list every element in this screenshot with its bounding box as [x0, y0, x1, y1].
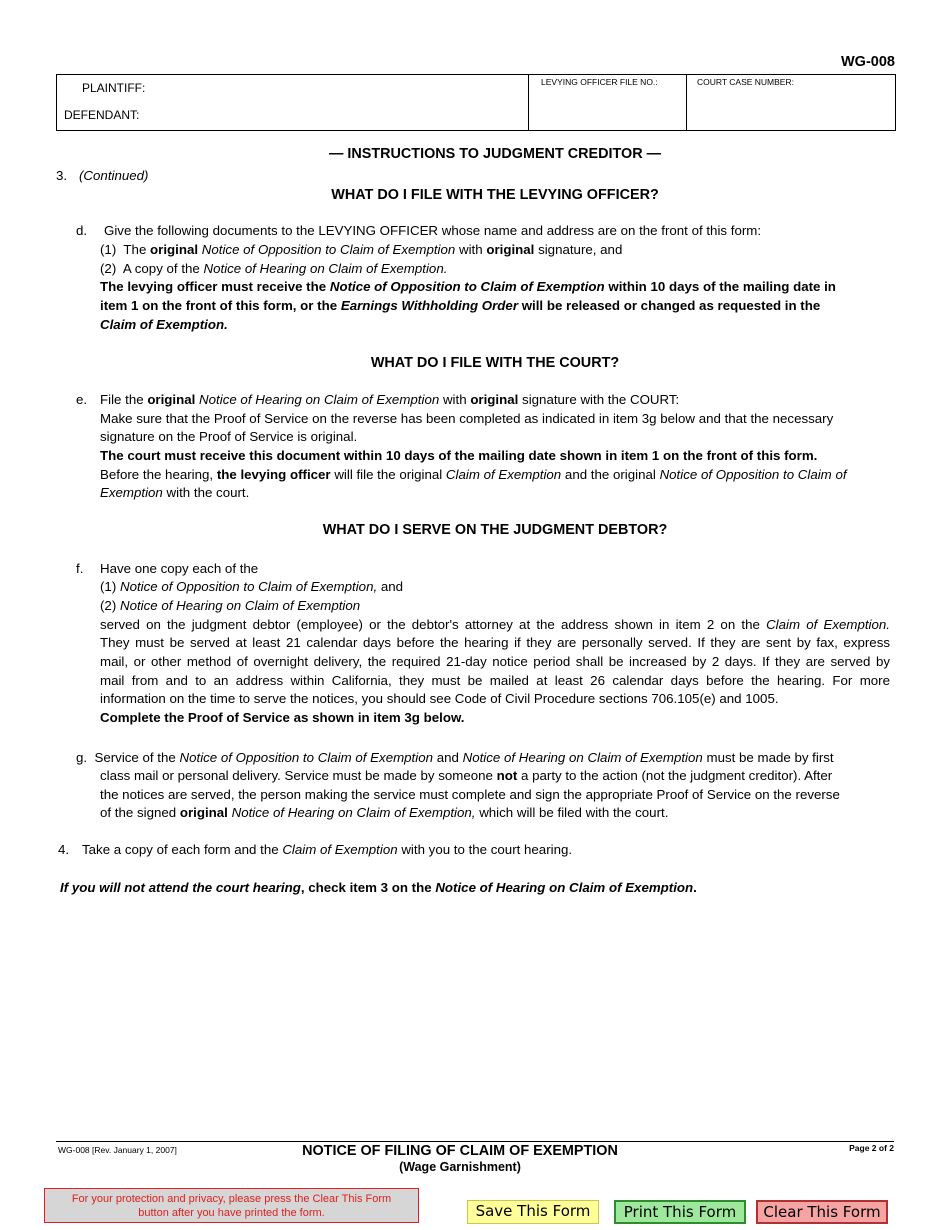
main-heading: — INSTRUCTIONS TO JUDGMENT CREDITOR —: [328, 146, 662, 162]
item-f-letter: f.: [76, 561, 84, 576]
footer-title: NOTICE OF FILING OF CLAIM OF EXEMPTION: [302, 1143, 618, 1159]
levying-officer-cell: [529, 75, 687, 130]
defendant-label: DEFENDANT:: [64, 108, 140, 122]
item-e-court-deadline: The court must receive this document within 10 days of the mailing date shown in item 1 on the front of this form.: [100, 448, 818, 463]
item-f-line-2: (2) Notice of Hearing on Claim of Exemption: [100, 598, 361, 613]
item-d-line-1: (1) The original Notice of Opposition to Claim of Exemption with original signature, and: [100, 242, 623, 257]
item-e-line-1: File the original Notice of Hearing on Claim of Exemption with original signature with the COURT:: [100, 392, 680, 407]
item-d-bold-line-3: Claim of Exemption.: [100, 317, 228, 332]
item-g-line-3: the notices are served, the person making the service must complete and sign the appropriate Proof of Service on the reverse: [100, 787, 840, 802]
plaintiff-label: PLAINTIFF:: [82, 81, 146, 95]
section-serve-heading: WHAT DO I SERVE ON THE JUDGMENT DEBTOR?: [322, 522, 668, 538]
item-e-before-1: Before the hearing, the levying officer will file the original Claim of Exemption and the original Notice of Opposition to Claim of: [100, 467, 847, 482]
item-3-number: 3.: [56, 168, 68, 183]
item-d-letter: d.: [76, 223, 88, 238]
item-e-make-2: signature on the Proof of Service is original.: [100, 429, 358, 444]
item-f-served-1: served on the judgment debtor (employee) or the debtor's attorney at the address shown in item 2 on the Claim of Exemption.: [100, 617, 890, 632]
item-4-number: 4.: [58, 842, 70, 857]
clear-form-button[interactable]: Clear This Form: [756, 1200, 888, 1224]
levying-officer-file-label: LEVYING OFFICER FILE NO.:: [541, 77, 658, 87]
item-e-make-1: Make sure that the Proof of Service on the reverse has been completed as indicated in item 3g below and that the necessary: [100, 411, 834, 426]
section-court-heading: WHAT DO I FILE WITH THE COURT?: [370, 355, 620, 371]
item-d-bold-line-1: The levying officer must receive the Notice of Opposition to Claim of Exemption within 10 days of the mailing date in: [100, 279, 836, 294]
save-form-button[interactable]: Save This Form: [467, 1200, 599, 1224]
privacy-notice-line-1: For your protection and privacy, please press the Clear This Form: [71, 1193, 392, 1205]
caption-box: [56, 74, 896, 131]
item-f-served-5: information on the time to serve the notices, you should see Code of Civil Procedure sections 706.105(e) and 1005.: [100, 691, 779, 706]
section-levying-officer-heading: WHAT DO I FILE WITH THE LEVYING OFFICER?: [331, 187, 659, 203]
item-f-intro: Have one copy each of the: [100, 561, 259, 576]
item-f-complete: Complete the Proof of Service as shown in item 3g below.: [100, 710, 465, 725]
footer-revision: WG-008 [Rev. January 1, 2007]: [58, 1145, 177, 1155]
item-f-line-1: (1) Notice of Opposition to Claim of Exemption, and: [100, 579, 404, 594]
item-g-line-4: of the signed original Notice of Hearing on Claim of Exemption, which will be filed with the court.: [100, 805, 669, 820]
print-form-button[interactable]: Print This Form: [614, 1200, 746, 1224]
item-g-line-2: class mail or personal delivery. Service must be made by someone not a party to the action (not the judgment creditor). After: [100, 768, 833, 783]
item-f-served-3: mail, or other method of overnight delivery, the required 21-day notice period shall be increased by 2 days. If they are served by: [100, 654, 890, 669]
item-e-before-2: Exemption with the court.: [100, 485, 250, 500]
item-f-served-2: They must be served at least 21 calendar days before the hearing if they are personally served. If they are sent by fax, express: [100, 635, 890, 650]
item-4-text: Take a copy of each form and the Claim of Exemption with you to the court hearing.: [82, 842, 573, 857]
item-d-bold-line-2: item 1 on the front of this form, or the Earnings Withholding Order will be released or changed as requested in the: [100, 298, 821, 313]
parties-cell: [57, 75, 529, 130]
privacy-notice: [44, 1188, 419, 1223]
footer-subtitle: (Wage Garnishment): [399, 1160, 521, 1174]
footer-divider: [56, 1141, 894, 1142]
footer-page-number: Page 2 of 2: [849, 1143, 894, 1153]
form-number: WG-008: [841, 54, 895, 70]
item-d-line-2: (2) A copy of the Notice of Hearing on Claim of Exemption.: [100, 261, 448, 276]
item-3-continued: (Continued): [79, 168, 149, 183]
item-d-intro: Give the following documents to the LEVYING OFFICER whose name and address are on the front of this form:: [104, 223, 762, 238]
item-f-served-4: mail from and to an address within California, they must be mailed at least 26 calendar days before the hearing. For more: [100, 673, 890, 688]
closing-instruction: If you will not attend the court hearing, check item 3 on the Notice of Hearing on Claim of Exemption.: [60, 880, 697, 895]
item-g-line-1: g. Service of the Notice of Opposition to Claim of Exemption and Notice of Hearing on Claim of Exemption must be made by first: [76, 750, 834, 765]
privacy-notice-line-2: button after you have printed the form.: [138, 1206, 325, 1219]
item-e-letter: e.: [76, 392, 88, 407]
court-case-number-label: COURT CASE NUMBER:: [697, 77, 794, 87]
